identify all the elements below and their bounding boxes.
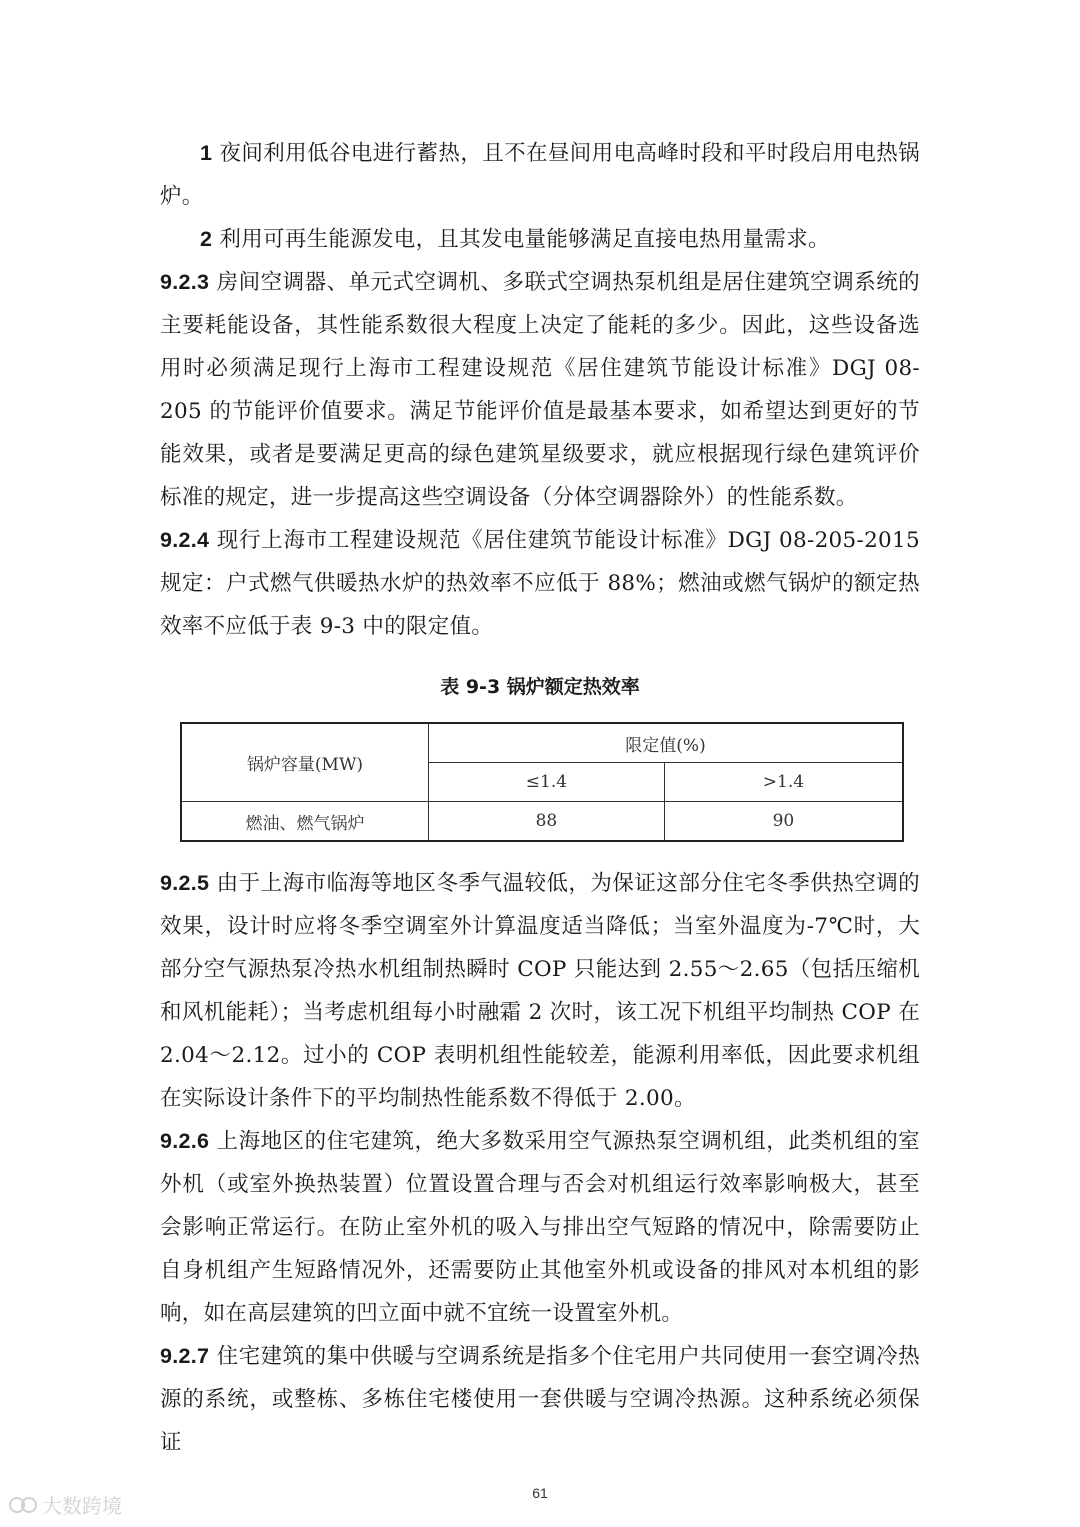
item-number: 2 [200,227,213,251]
section-9-2-5 [160,862,920,1120]
header-limit: 限定值(%) [429,723,904,763]
watermark-text: 大数跨境 [42,1494,122,1518]
section-text: 现行上海市工程建设规范《居住建筑节能设计标准》DGJ 08-205-2015 规定：户式燃气供暖热水炉的热效率不应低于 88%；燃油或燃气锅炉的额定热效率不应低于表 9-3 中的限定值。 [160,528,920,639]
item-text: 夜间利用低谷电进行蓄热，且不在昼间用电高峰时段和平时段启用电热锅炉。 [160,141,920,209]
item-2 [160,218,920,261]
subheader-gt: >1.4 [664,763,903,802]
item-text: 利用可再生能源发电，且其发电量能够满足直接电热用量需求。 [212,227,830,252]
cell-le: 88 [429,802,665,842]
section-number: 9.2.7 [160,1344,210,1368]
section-number: 9.2.4 [160,528,210,552]
subheader-le: ≤1.4 [429,763,665,802]
section-9-2-7 [160,1335,920,1464]
section-9-2-6 [160,1120,920,1335]
item-number: 1 [200,141,213,165]
section-text: 房间空调器、单元式空调机、多联式空调热泵机组是居住建筑空调系统的主要耗能设备，其性能系数很大程度上决定了能耗的多少。因此，这些设备选用时必须满足现行上海市工程建设规范《居住建筑节能设计标准》DGJ 08-205 的节能评价值要求。满足节能评价值是最基本要求，如希望达到更好的节能效果，或者是要满足更高的绿色建筑星级要求，就应根据现行绿色建筑评价标准的规定，进一步提高这些空调设备（分体空调器除外）的性能系数。 [160,270,920,510]
page-number: 61 [532,1485,548,1501]
section-9-2-4 [160,519,920,648]
watermark [8,1490,122,1519]
row-label: 燃油、燃气锅炉 [181,802,429,842]
header-capacity: 锅炉容量(MW) [181,723,429,802]
section-number: 9.2.6 [160,1129,210,1153]
table-caption: 表 9-3 锅炉额定热效率 [440,676,640,698]
boiler-efficiency-table [180,722,904,842]
section-number: 9.2.3 [160,270,210,294]
cell-gt: 90 [664,802,903,842]
watermark-logo-icon [8,1494,38,1516]
section-text: 由于上海市临海等地区冬季气温较低，为保证这部分住宅冬季供热空调的效果，设计时应将冬季空调室外计算温度适当降低；当室外温度为-7℃时，大部分空气源热泵冷热水机组制热瞬时 COP 只能达到 2.55～2.65（包括压缩机和风机能耗）；当考虑机组每小时融霜 2 次时，该工况下机组平均制热 COP 在 2.04～2.12。过小的 COP 表明机组性能较差，能源利用率低，因此要求机组在实际设计条件下的平均制热性能系数不得低于 2.00。 [160,871,920,1111]
section-text: 住宅建筑的集中供暖与空调系统是指多个住宅用户共同使用一套空调冷热源的系统，或整栋、多栋住宅楼使用一套供暖与空调冷热源。这种系统必须保证 [160,1344,920,1455]
item-1 [160,132,920,218]
section-number: 9.2.5 [160,871,210,895]
section-9-2-3 [160,261,920,519]
section-text: 上海地区的住宅建筑，绝大多数采用空气源热泵空调机组，此类机组的室外机（或室外换热装置）位置设置合理与否会对机组运行效率影响极大，甚至会影响正常运行。在防止室外机的吸入与排出空气短路的情况中，除需要防止自身机组产生短路情况外，还需要防止其他室外机或设备的排风对本机组的影响，如在高层建筑的凹立面中就不宜统一设置室外机。 [160,1129,920,1326]
document-page [160,132,920,1464]
